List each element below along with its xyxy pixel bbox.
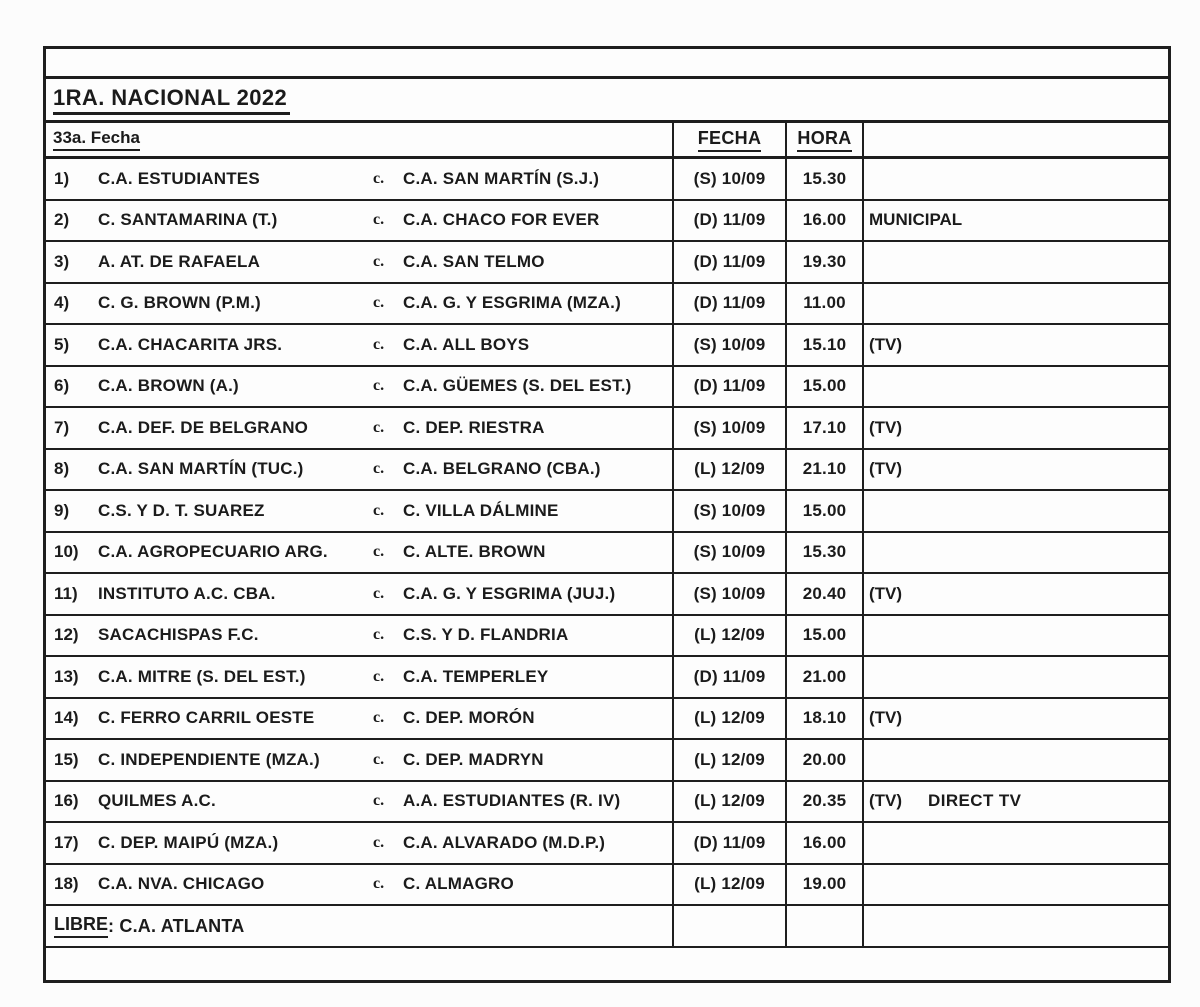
fecha-column-header: FECHA (698, 128, 762, 152)
match-number: 1) (54, 168, 70, 188)
match-date: (L) 12/09 (694, 874, 765, 894)
match-date: (S) 10/09 (693, 542, 766, 562)
info-cell (862, 782, 1168, 822)
title-row (46, 79, 1168, 123)
tv-or-venue-note: (TV) (869, 583, 903, 603)
match-time: 15.30 (802, 168, 847, 188)
info-cell (862, 242, 1168, 282)
teams-cell (46, 740, 672, 780)
fecha-cell (672, 657, 785, 697)
table-row (46, 574, 1168, 616)
fecha-cell (672, 450, 785, 490)
hora-cell (785, 657, 862, 697)
match-number: 6) (54, 376, 70, 396)
fecha-cell (672, 616, 785, 656)
match-time: 15.00 (802, 625, 847, 645)
hora-cell (785, 284, 862, 324)
hora-cell (785, 159, 862, 199)
away-team: C.A. ALL BOYS (403, 334, 530, 354)
info-cell (862, 616, 1168, 656)
fecha-cell (672, 782, 785, 822)
info-cell (862, 491, 1168, 531)
match-number: 17) (54, 832, 79, 852)
table-row (46, 201, 1168, 243)
match-number: 9) (54, 500, 70, 520)
hora-cell (785, 616, 862, 656)
match-time: 16.00 (802, 210, 847, 230)
hora-cell (785, 865, 862, 905)
home-team: C.A. BROWN (A.) (98, 376, 239, 396)
versus-mark: c. (373, 792, 385, 810)
match-date: (S) 10/09 (693, 500, 766, 520)
table-row (46, 865, 1168, 907)
tv-or-venue-note: (TV) (869, 417, 903, 437)
match-date: (S) 10/09 (693, 417, 766, 437)
hora-cell (785, 367, 862, 407)
away-team: C.A. ALVARADO (M.D.P.) (403, 832, 606, 852)
fecha-cell (672, 242, 785, 282)
hora-cell (785, 740, 862, 780)
table-row (46, 450, 1168, 492)
fecha-cell (672, 284, 785, 324)
header-cell-fecha (672, 123, 785, 156)
table-row (46, 533, 1168, 575)
fecha-cell (672, 159, 785, 199)
match-time: 21.10 (802, 459, 847, 479)
table-row (46, 782, 1168, 824)
home-team: C.A. SAN MARTÍN (TUC.) (98, 459, 304, 479)
table-header-row (46, 123, 1168, 159)
info-cell (862, 533, 1168, 573)
match-time: 19.00 (802, 874, 847, 894)
match-date: (L) 12/09 (694, 791, 765, 811)
info-cell (862, 367, 1168, 407)
libre-hora-cell (785, 906, 862, 946)
teams-cell (46, 699, 672, 739)
match-time: 20.00 (802, 749, 847, 769)
libre-info-cell (862, 906, 1168, 946)
fecha-cell (672, 201, 785, 241)
match-date: (L) 12/09 (694, 459, 765, 479)
versus-mark: c. (373, 169, 385, 187)
versus-mark: c. (373, 335, 385, 353)
versus-mark: c. (373, 252, 385, 270)
match-number: 2) (54, 210, 70, 230)
versus-mark: c. (373, 750, 385, 768)
teams-cell (46, 367, 672, 407)
fecha-cell (672, 574, 785, 614)
match-number: 13) (54, 666, 79, 686)
versus-mark: c. (373, 626, 385, 644)
teams-cell (46, 450, 672, 490)
away-team: C.A. GÜEMES (S. DEL EST.) (403, 376, 632, 396)
info-cell (862, 450, 1168, 490)
match-number: 5) (54, 334, 70, 354)
teams-cell (46, 533, 672, 573)
match-time: 18.10 (802, 708, 847, 728)
teams-cell (46, 201, 672, 241)
match-time: 15.10 (802, 334, 847, 354)
versus-mark: c. (373, 294, 385, 312)
hora-column-header: HORA (797, 128, 851, 152)
versus-mark: c. (373, 501, 385, 519)
home-team: C.A. ESTUDIANTES (98, 168, 260, 188)
table-row (46, 616, 1168, 658)
info-cell (862, 865, 1168, 905)
home-team: C.A. AGROPECUARIO ARG. (98, 542, 328, 562)
match-time: 21.00 (802, 666, 847, 686)
teams-cell (46, 325, 672, 365)
match-number: 18) (54, 874, 79, 894)
home-team: A. AT. DE RAFAELA (98, 251, 261, 271)
away-team: C. ALMAGRO (403, 874, 514, 894)
match-time: 15.00 (802, 500, 847, 520)
table-row (46, 284, 1168, 326)
home-team: C. INDEPENDIENTE (MZA.) (98, 749, 320, 769)
top-spacer-row (46, 49, 1168, 79)
match-date: (D) 11/09 (693, 251, 766, 271)
teams-cell (46, 657, 672, 697)
match-date: (D) 11/09 (693, 293, 766, 313)
match-time: 20.35 (802, 791, 847, 811)
tv-or-venue-note: (TV) (869, 459, 903, 479)
info-cell (862, 699, 1168, 739)
match-date: (S) 10/09 (693, 334, 766, 354)
versus-mark: c. (373, 543, 385, 561)
info-cell (862, 201, 1168, 241)
page-title: 1RA. NACIONAL 2022 (53, 85, 290, 115)
libre-row (46, 906, 1168, 948)
tv-or-venue-note: MUNICIPAL (869, 210, 963, 230)
versus-mark: c. (373, 667, 385, 685)
info-cell (862, 574, 1168, 614)
table-row (46, 242, 1168, 284)
versus-mark: c. (373, 833, 385, 851)
fixture-rows (46, 159, 1168, 906)
libre-team: : C.A. ATLANTA (108, 915, 245, 936)
match-number: 15) (54, 749, 79, 769)
home-team: C.A. NVA. CHICAGO (98, 874, 265, 894)
match-number: 16) (54, 791, 79, 811)
match-date: (L) 12/09 (694, 708, 765, 728)
match-number: 10) (54, 542, 79, 562)
teams-cell (46, 408, 672, 448)
away-team: C. VILLA DÁLMINE (403, 500, 559, 520)
info-cell (862, 408, 1168, 448)
match-date: (L) 12/09 (694, 749, 765, 769)
teams-cell (46, 491, 672, 531)
versus-mark: c. (373, 211, 385, 229)
fixture-table (43, 46, 1171, 983)
versus-mark: c. (373, 709, 385, 727)
match-date: (D) 11/09 (693, 376, 766, 396)
table-row (46, 823, 1168, 865)
away-team: C.S. Y D. FLANDRIA (403, 625, 569, 645)
hora-cell (785, 574, 862, 614)
table-row (46, 740, 1168, 782)
hora-cell (785, 450, 862, 490)
teams-cell (46, 284, 672, 324)
home-team: C.S. Y D. T. SUAREZ (98, 500, 265, 520)
away-team: C.A. SAN TELMO (403, 251, 545, 271)
hora-cell (785, 242, 862, 282)
table-row (46, 367, 1168, 409)
fecha-cell (672, 491, 785, 531)
match-date: (D) 11/09 (693, 832, 766, 852)
match-time: 20.40 (802, 583, 847, 603)
home-team: C. G. BROWN (P.M.) (98, 293, 261, 313)
libre-cell (46, 906, 672, 946)
fecha-cell (672, 325, 785, 365)
home-team: C. SANTAMARINA (T.) (98, 210, 278, 230)
hora-cell (785, 491, 862, 531)
info-cell (862, 159, 1168, 199)
away-team: C.A. BELGRANO (CBA.) (403, 459, 601, 479)
home-team: C.A. CHACARITA JRS. (98, 334, 283, 354)
teams-cell (46, 616, 672, 656)
match-date: (L) 12/09 (694, 625, 765, 645)
hora-cell (785, 408, 862, 448)
libre-fecha-cell (672, 906, 785, 946)
hora-cell (785, 325, 862, 365)
matchday-label: 33a. Fecha (53, 128, 140, 151)
match-number: 3) (54, 251, 70, 271)
away-team: C.A. CHACO FOR EVER (403, 210, 600, 230)
fecha-cell (672, 367, 785, 407)
hora-cell (785, 782, 862, 822)
table-row (46, 657, 1168, 699)
versus-mark: c. (373, 875, 385, 893)
teams-cell (46, 865, 672, 905)
match-time: 15.30 (802, 542, 847, 562)
away-team: C. DEP. RIESTRA (403, 417, 545, 437)
tv-or-venue-note: (TV) (869, 791, 903, 811)
away-team: C.A. SAN MARTÍN (S.J.) (403, 168, 600, 188)
table-row (46, 325, 1168, 367)
match-number: 12) (54, 625, 79, 645)
fecha-cell (672, 699, 785, 739)
teams-cell (46, 242, 672, 282)
fecha-cell (672, 823, 785, 863)
info-cell (862, 823, 1168, 863)
bottom-spacer-row (46, 948, 1168, 980)
match-time: 15.00 (802, 376, 847, 396)
away-team: C. DEP. MADRYN (403, 749, 544, 769)
home-team: C.A. DEF. DE BELGRANO (98, 417, 309, 437)
home-team: INSTITUTO A.C. CBA. (98, 583, 276, 603)
table-row (46, 491, 1168, 533)
match-date: (D) 11/09 (693, 666, 766, 686)
versus-mark: c. (373, 418, 385, 436)
hora-cell (785, 201, 862, 241)
broadcaster-note: DIRECT TV (928, 791, 1022, 811)
match-number: 8) (54, 459, 70, 479)
header-cell-info (862, 123, 1168, 156)
teams-cell (46, 823, 672, 863)
match-time: 11.00 (803, 293, 846, 313)
away-team: C. DEP. MORÓN (403, 708, 535, 728)
fecha-cell (672, 865, 785, 905)
home-team: QUILMES A.C. (98, 791, 216, 811)
tv-or-venue-note: (TV) (869, 708, 903, 728)
match-date: (S) 10/09 (693, 583, 766, 603)
tv-or-venue-note: (TV) (869, 334, 903, 354)
info-cell (862, 657, 1168, 697)
info-cell (862, 284, 1168, 324)
match-time: 16.00 (802, 832, 847, 852)
info-cell (862, 325, 1168, 365)
versus-mark: c. (373, 584, 385, 602)
away-team: C.A. G. Y ESGRIMA (JUJ.) (403, 583, 616, 603)
match-number: 4) (54, 293, 70, 313)
home-team: C.A. MITRE (S. DEL EST.) (98, 666, 306, 686)
home-team: SACACHISPAS F.C. (98, 625, 259, 645)
fecha-cell (672, 740, 785, 780)
away-team: C.A. G. Y ESGRIMA (MZA.) (403, 293, 621, 313)
home-team: C. FERRO CARRIL OESTE (98, 708, 315, 728)
match-number: 14) (54, 708, 79, 728)
teams-cell (46, 574, 672, 614)
teams-cell (46, 159, 672, 199)
match-time: 17.10 (802, 417, 847, 437)
libre-label: LIBRE (54, 914, 108, 938)
info-cell (862, 740, 1168, 780)
away-team: C.A. TEMPERLEY (403, 666, 549, 686)
hora-cell (785, 823, 862, 863)
match-date: (D) 11/09 (693, 210, 766, 230)
table-row (46, 159, 1168, 201)
versus-mark: c. (373, 460, 385, 478)
hora-cell (785, 699, 862, 739)
versus-mark: c. (373, 377, 385, 395)
hora-cell (785, 533, 862, 573)
teams-cell (46, 782, 672, 822)
match-number: 7) (54, 417, 70, 437)
match-number: 11) (54, 583, 78, 603)
fecha-cell (672, 533, 785, 573)
away-team: C. ALTE. BROWN (403, 542, 546, 562)
match-date: (S) 10/09 (693, 168, 766, 188)
match-time: 19.30 (802, 251, 847, 271)
header-cell-matchday (46, 123, 672, 156)
fecha-cell (672, 408, 785, 448)
table-row (46, 699, 1168, 741)
table-row (46, 408, 1168, 450)
home-team: C. DEP. MAIPÚ (MZA.) (98, 832, 279, 852)
away-team: A.A. ESTUDIANTES (R. IV) (403, 791, 621, 811)
header-cell-hora (785, 123, 862, 156)
